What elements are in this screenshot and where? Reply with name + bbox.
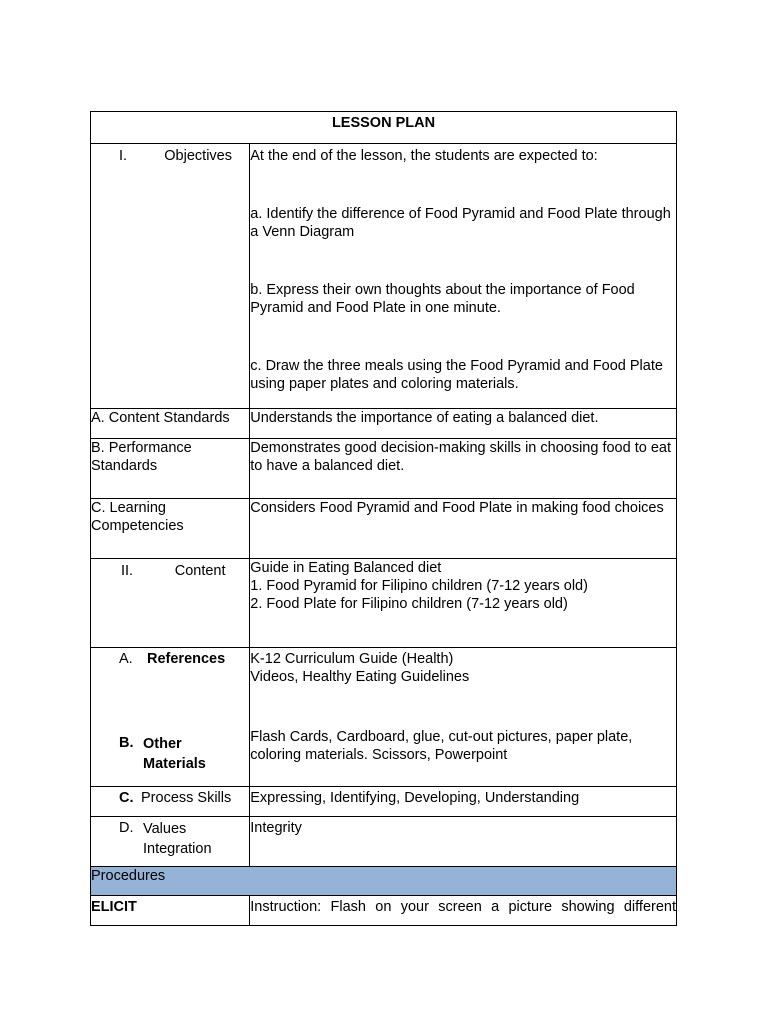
content-row [91, 559, 677, 648]
content-line-2: 1. Food Pyramid for Filipino children (7-12 years old) [250, 578, 588, 594]
objective-a: a. Identify the difference of Food Pyramid and Food Plate through a Venn Diagram [250, 206, 671, 240]
learning-competencies-value: Considers Food Pyramid and Food Plate in making food choices [250, 499, 677, 559]
materials-value-cell [250, 648, 677, 787]
title-row [91, 112, 677, 144]
elicit-label: ELICIT [91, 896, 250, 926]
values-integration-label-1: Values [143, 821, 187, 837]
content-label-cell [91, 559, 250, 648]
content-value-cell [250, 559, 677, 648]
process-skills-value: Expressing, Identifying, Developing, Understanding [250, 787, 677, 817]
content-line-3: 2. Food Plate for Filipino children (7-12 years old) [250, 596, 568, 612]
learning-competencies-label-cell [91, 499, 250, 559]
performance-standards-label-cell [91, 439, 250, 499]
content-standards-row [91, 409, 677, 439]
objectives-label: Objectives [164, 148, 232, 164]
content-standards-label: A. Content Standards [91, 409, 250, 439]
performance-standards-label-1: B. Performance [91, 440, 192, 456]
values-integration-value: Integrity [250, 817, 677, 867]
procedures-header: Procedures [91, 867, 677, 896]
elicit-row [91, 896, 677, 926]
process-skills-label-cell [91, 787, 250, 817]
references-label: References [147, 651, 226, 667]
other-materials-value: Flash Cards, Cardboard, glue, cut-out pictures, paper plate, coloring materials. Scissors, Powerpoint [250, 729, 633, 763]
procedures-row [91, 867, 677, 896]
content-numeral: II. [121, 563, 134, 579]
other-materials-label [143, 734, 243, 774]
objective-b: b. Express their own thoughts about the importance of Food Pyramid and Food Plate in one minute. [250, 282, 635, 316]
other-materials-letter: B. [119, 735, 134, 751]
learning-competencies-label-1: C. Learning [91, 500, 166, 516]
objectives-row [91, 144, 677, 409]
materials-label-cell [91, 648, 250, 787]
references-letter: A. [119, 651, 133, 667]
objectives-intro: At the end of the lesson, the students are expected to: [250, 148, 598, 164]
performance-standards-value: Demonstrates good decision-making skills in choosing food to eat to have a balanced diet. [250, 439, 677, 499]
values-integration-label-cell [91, 817, 250, 867]
performance-standards-row [91, 439, 677, 499]
process-skills-label: Process Skills [141, 790, 232, 806]
values-integration-label [143, 819, 243, 859]
values-integration-label-2: Integration [143, 841, 212, 857]
content-line-1: Guide in Eating Balanced diet [250, 560, 442, 576]
lesson-plan-title: LESSON PLAN [91, 112, 677, 144]
performance-standards-label-2: Standards [91, 458, 158, 474]
references-line-2: Videos, Healthy Eating Guidelines [250, 669, 470, 685]
content-label: Content [174, 563, 226, 579]
objectives-label-cell [91, 144, 250, 409]
elicit-value: Instruction: Flash on your screen a picture showing different [250, 896, 677, 926]
objectives-value-cell [250, 144, 677, 409]
objective-c: c. Draw the three meals using the Food Pyramid and Food Plate using paper plates and coloring materials. [250, 358, 663, 392]
learning-competencies-row [91, 499, 677, 559]
other-materials-label-1: Other [143, 736, 182, 752]
process-skills-letter: C. [119, 790, 134, 806]
materials-row [91, 648, 677, 787]
references-line-1: K-12 Curriculum Guide (Health) [250, 651, 454, 667]
values-integration-letter: D. [119, 820, 134, 836]
lesson-plan-table [90, 111, 677, 926]
other-materials-label-2: Materials [143, 756, 206, 772]
learning-competencies-label-2: Competencies [91, 518, 184, 534]
content-standards-value: Understands the importance of eating a balanced diet. [250, 409, 677, 439]
values-integration-row [91, 817, 677, 867]
objectives-numeral: I. [119, 148, 128, 164]
process-skills-row [91, 787, 677, 817]
